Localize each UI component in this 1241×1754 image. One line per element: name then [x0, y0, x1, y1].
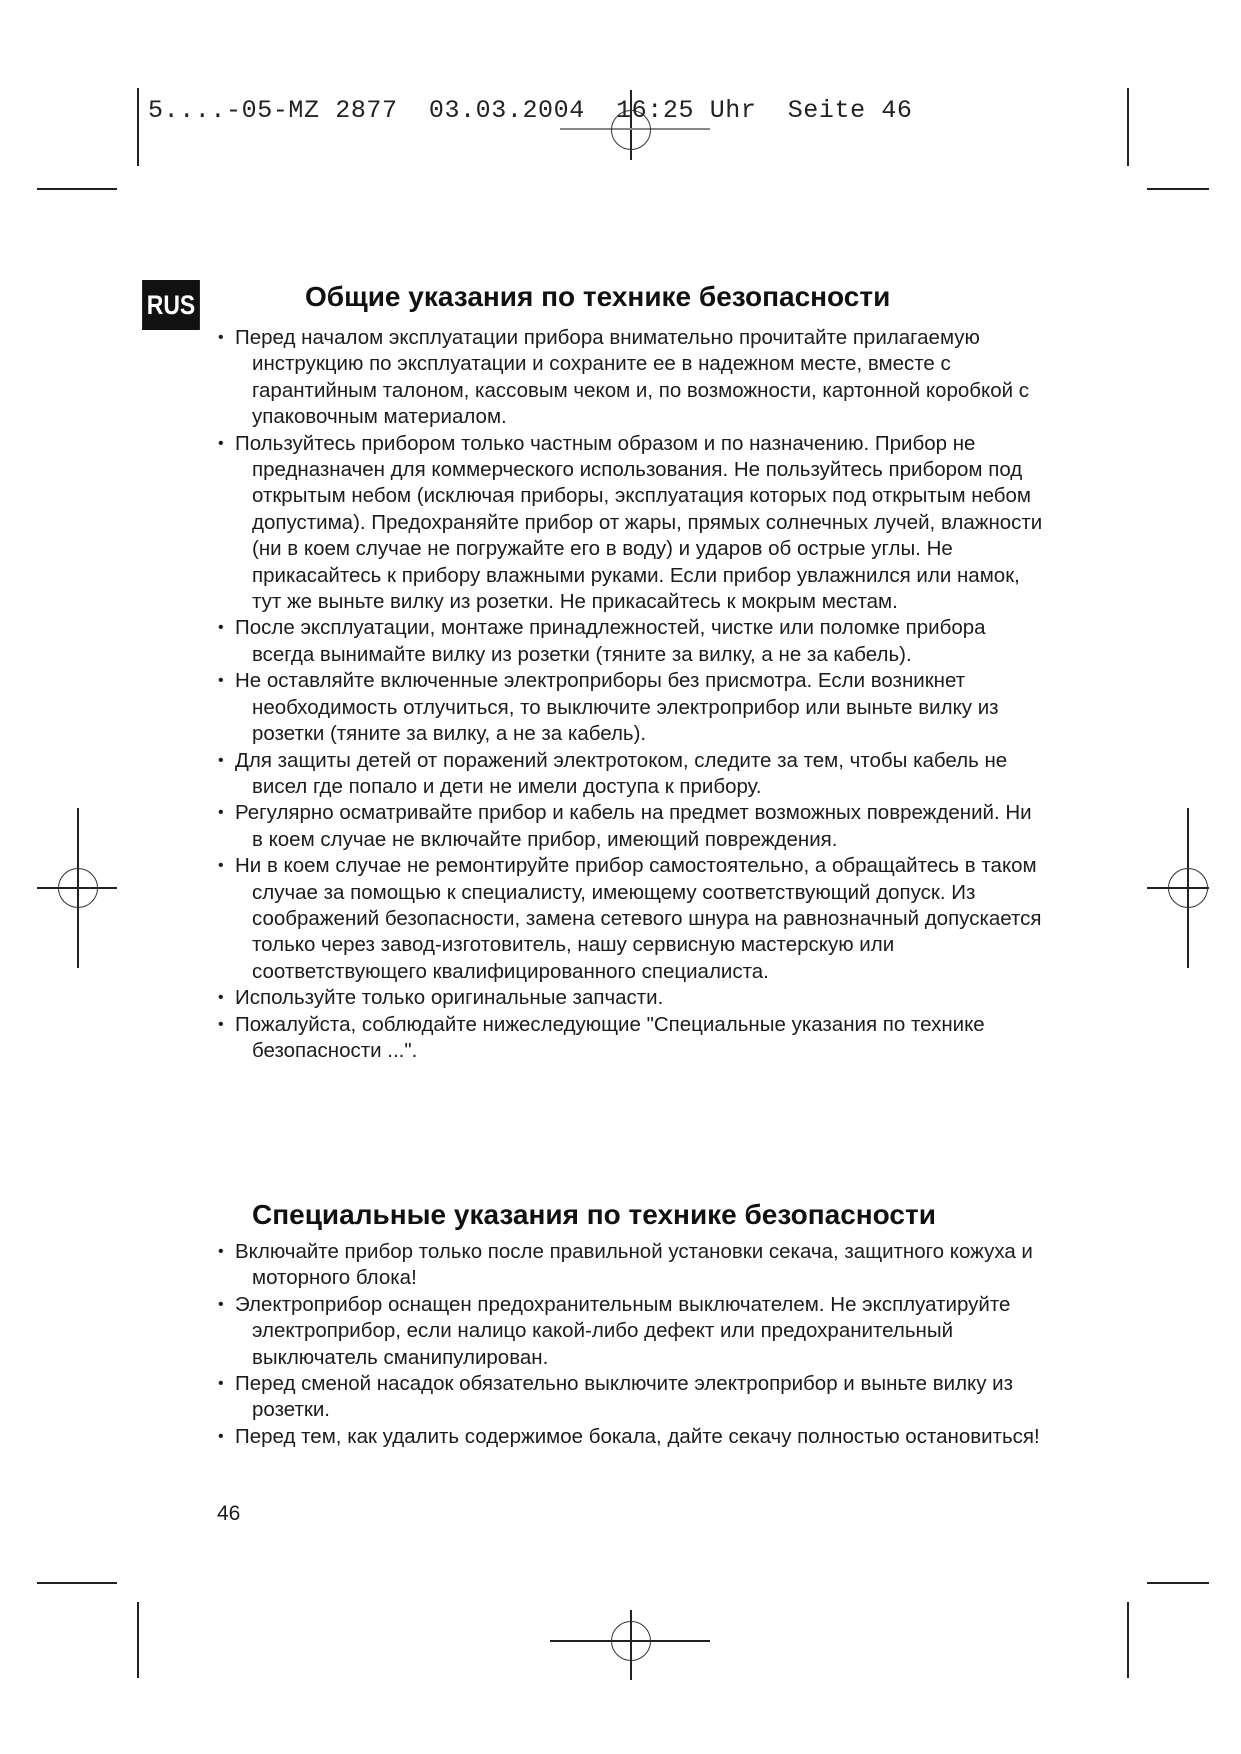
crop-mark-top-left-v: [137, 88, 139, 166]
crop-mark-top-right-h: [1147, 188, 1209, 190]
list-item: • Регулярно осматривайте прибор и кабель на предмет возможных повреждений. Ни в коем случае не включайте прибор, имеющий повреждения.: [218, 800, 1048, 853]
crop-mark-bottom-left-h: [37, 1582, 117, 1584]
print-slug: 5....-05-MZ 2877 03.03.2004 16:25 Uhr Seite 46: [148, 96, 913, 125]
list-item: • Включайте прибор только после правильной установки секача, защитного кожуха и моторного блока!: [218, 1239, 1048, 1292]
list-item: • Перед тем, как удалить содержимое бокала, дайте секачу полностью остановиться!: [218, 1424, 1048, 1450]
section-title-special-safety: Специальные указания по технике безопасности: [252, 1199, 936, 1230]
general-safety-list: [218, 325, 1048, 1064]
list-item: • Пожалуйста, соблюдайте нижеследующие "Специальные указания по технике безопасности ...".: [218, 1012, 1048, 1065]
section-title-general-safety: Общие указания по технике безопасности: [305, 281, 891, 312]
list-item: • Перед началом эксплуатации прибора внимательно прочитайте прилагаемую инструкцию по эксплуатации и сохраните ее в надежном месте, вместе с гарантийным талоном, кассовым чеком и, по возможности, картонной коробкой с упаковочным материалом.: [218, 325, 1048, 431]
list-item: • Ни в коем случае не ремонтируйте прибор самостоятельно, а обращайтесь в таком случае за помощью к специалисту, имеющему соответствующий допуск. Из соображений безопасности, замена сетевого шнура на равнозначный допускается только через завод-изготовитель, нашу сервисную мастерскую или соответствующего квалифицированного специалиста.: [218, 853, 1048, 985]
crop-mark-bottom-right-h: [1147, 1582, 1209, 1584]
list-item: • Электроприбор оснащен предохранительным выключателем. Не эксплуатируйте электроприбор, если налицо какой-либо дефект или предохранительный выключатель сманипулирован.: [218, 1292, 1048, 1371]
list-item: • Перед сменой насадок обязательно выключите электроприбор и выньте вилку из розетки.: [218, 1371, 1048, 1424]
list-item: • Не оставляйте включенные электроприборы без присмотра. Если возникнет необходимость отлучиться, то выключите электроприбор или выньте вилку из розетки (тяните за вилку, а не за кабель).: [218, 668, 1048, 747]
crop-mark-bottom-left-v: [137, 1602, 139, 1678]
crop-mark-top-right-v: [1127, 88, 1129, 166]
list-item: • Для защиты детей от поражений электротоком, следите за тем, чтобы кабель не висел где попало и дети не имели доступа к прибору.: [218, 748, 1048, 801]
list-item: • Используйте только оригинальные запчасти.: [218, 985, 1048, 1011]
list-item: • Пользуйтесь прибором только частным образом и по назначению. Прибор не предназначен для коммерческого использования. Не пользуйтесь прибором под открытым небом (исключая приборы, эксплуатация которых под открытым небом допустима). Предохраняйте прибор от жары, прямых солнечных лучей, влажности (ни в коем случае не погружайте его в воду) и ударов об острые углы. Не прикасайтесь к прибору влажными руками. Если прибор увлажнился или намок, тут же выньте вилку из розетки. Не прикасайтесь к мокрым местам.: [218, 431, 1048, 616]
list-item: • После эксплуатации, монтаже принадлежностей, чистке или поломке прибора всегда вынимайте вилку из розетки (тяните за вилку, а не за кабель).: [218, 615, 1048, 668]
crop-mark-top-left-h: [37, 188, 117, 190]
page-number: 46: [217, 1502, 241, 1525]
crop-mark-bottom-right-v: [1127, 1602, 1129, 1678]
language-badge: RUS: [142, 280, 200, 330]
special-safety-list: [218, 1239, 1048, 1450]
